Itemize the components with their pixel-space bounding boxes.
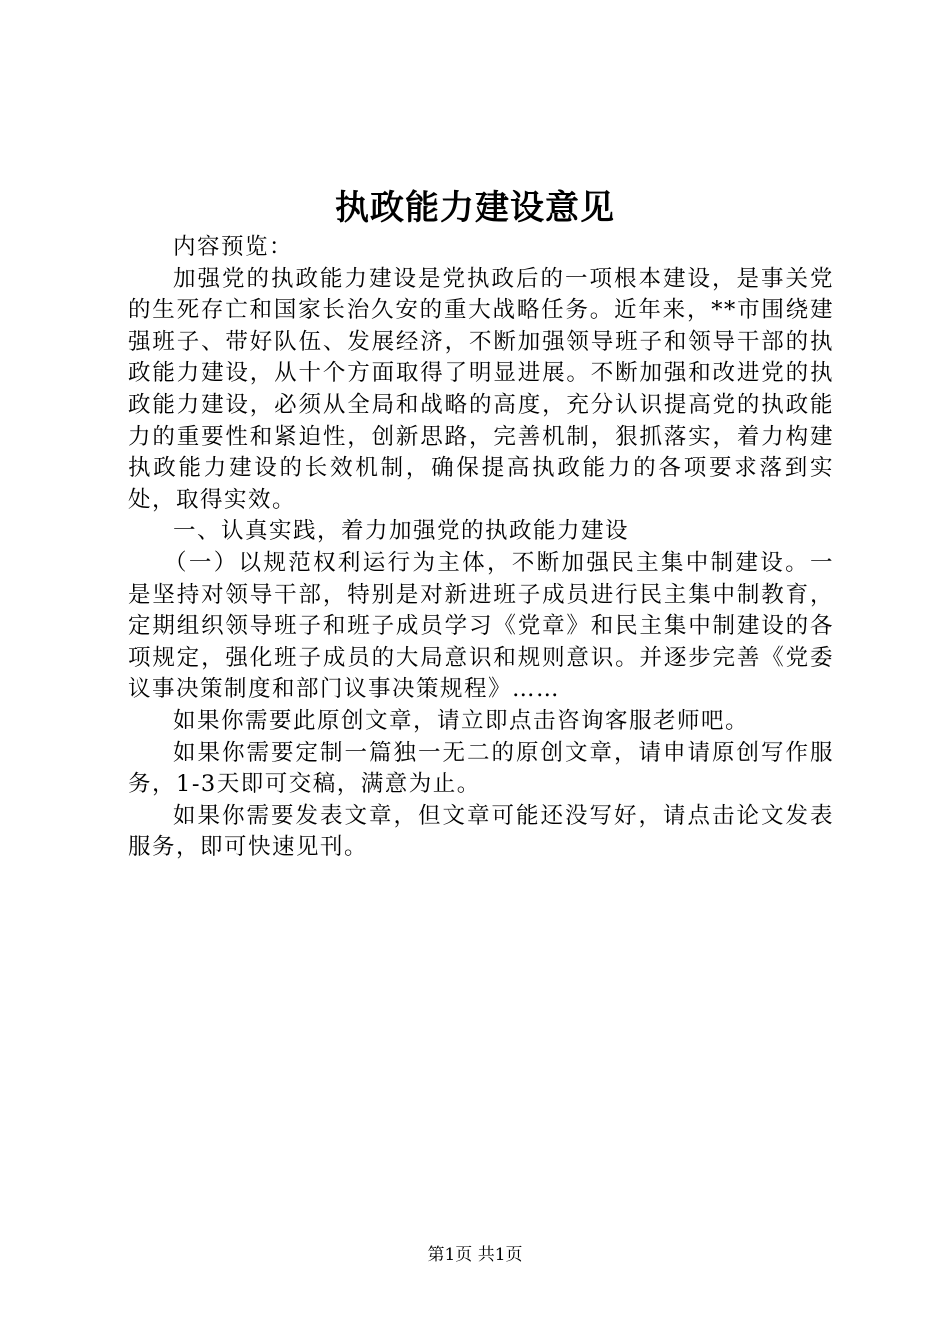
consult-paragraph: 如果你需要此原创文章，请立即点击咨询客服老师吧。 — [173, 707, 750, 734]
document-body — [128, 232, 834, 864]
preview-label: 内容预览： — [173, 234, 294, 260]
custom-writing-paragraph: 如果你需要定制一篇独一无二的原创文章，请申请原创写作服务，1-3天即可交稿，满意为止。 — [128, 739, 834, 798]
publish-paragraph: 如果你需要发表文章，但文章可能还没写好，请点击论文发表服务，即可快速见刊。 — [128, 802, 834, 861]
document-title: 执政能力建设意见 — [335, 188, 615, 228]
intro-paragraph: 加强党的执政能力建设是党执政后的一项根本建设，是事关党的生死存亡和国家长治久安的重大战略任务。近年来，**市围绕建强班子、带好队伍、发展经济，不断加强领导班子和领导干部的执政能力建设，从十个方面取得了明显进展。不断加强和改进党的执政能力建设，必须从全局和战略的高度，充分认识提高党的执政能力的重要性和紧迫性，创新思路，完善机制，狠抓落实，着力构建执政能力建设的长效机制，确保提高执政能力的各项要求落到实处，取得实效。 — [128, 265, 834, 513]
section-heading: 一、认真实践，着力加强党的执政能力建设 — [173, 518, 630, 545]
subsection-paragraph: （一）以规范权利运行为主体，不断加强民主集中制建设。一是坚持对领导干部，特别是对新进班子成员进行民主集中制教育，定期组织领导班子和班子成员学习《党章》和民主集中制建设的各项规定，强化班子成员的大局意识和规则意识。并逐步完善《党委议事决策制度和部门议事决策规程》…… — [128, 549, 834, 703]
page-number-footer: 第1页 共1页 — [427, 1245, 523, 1265]
